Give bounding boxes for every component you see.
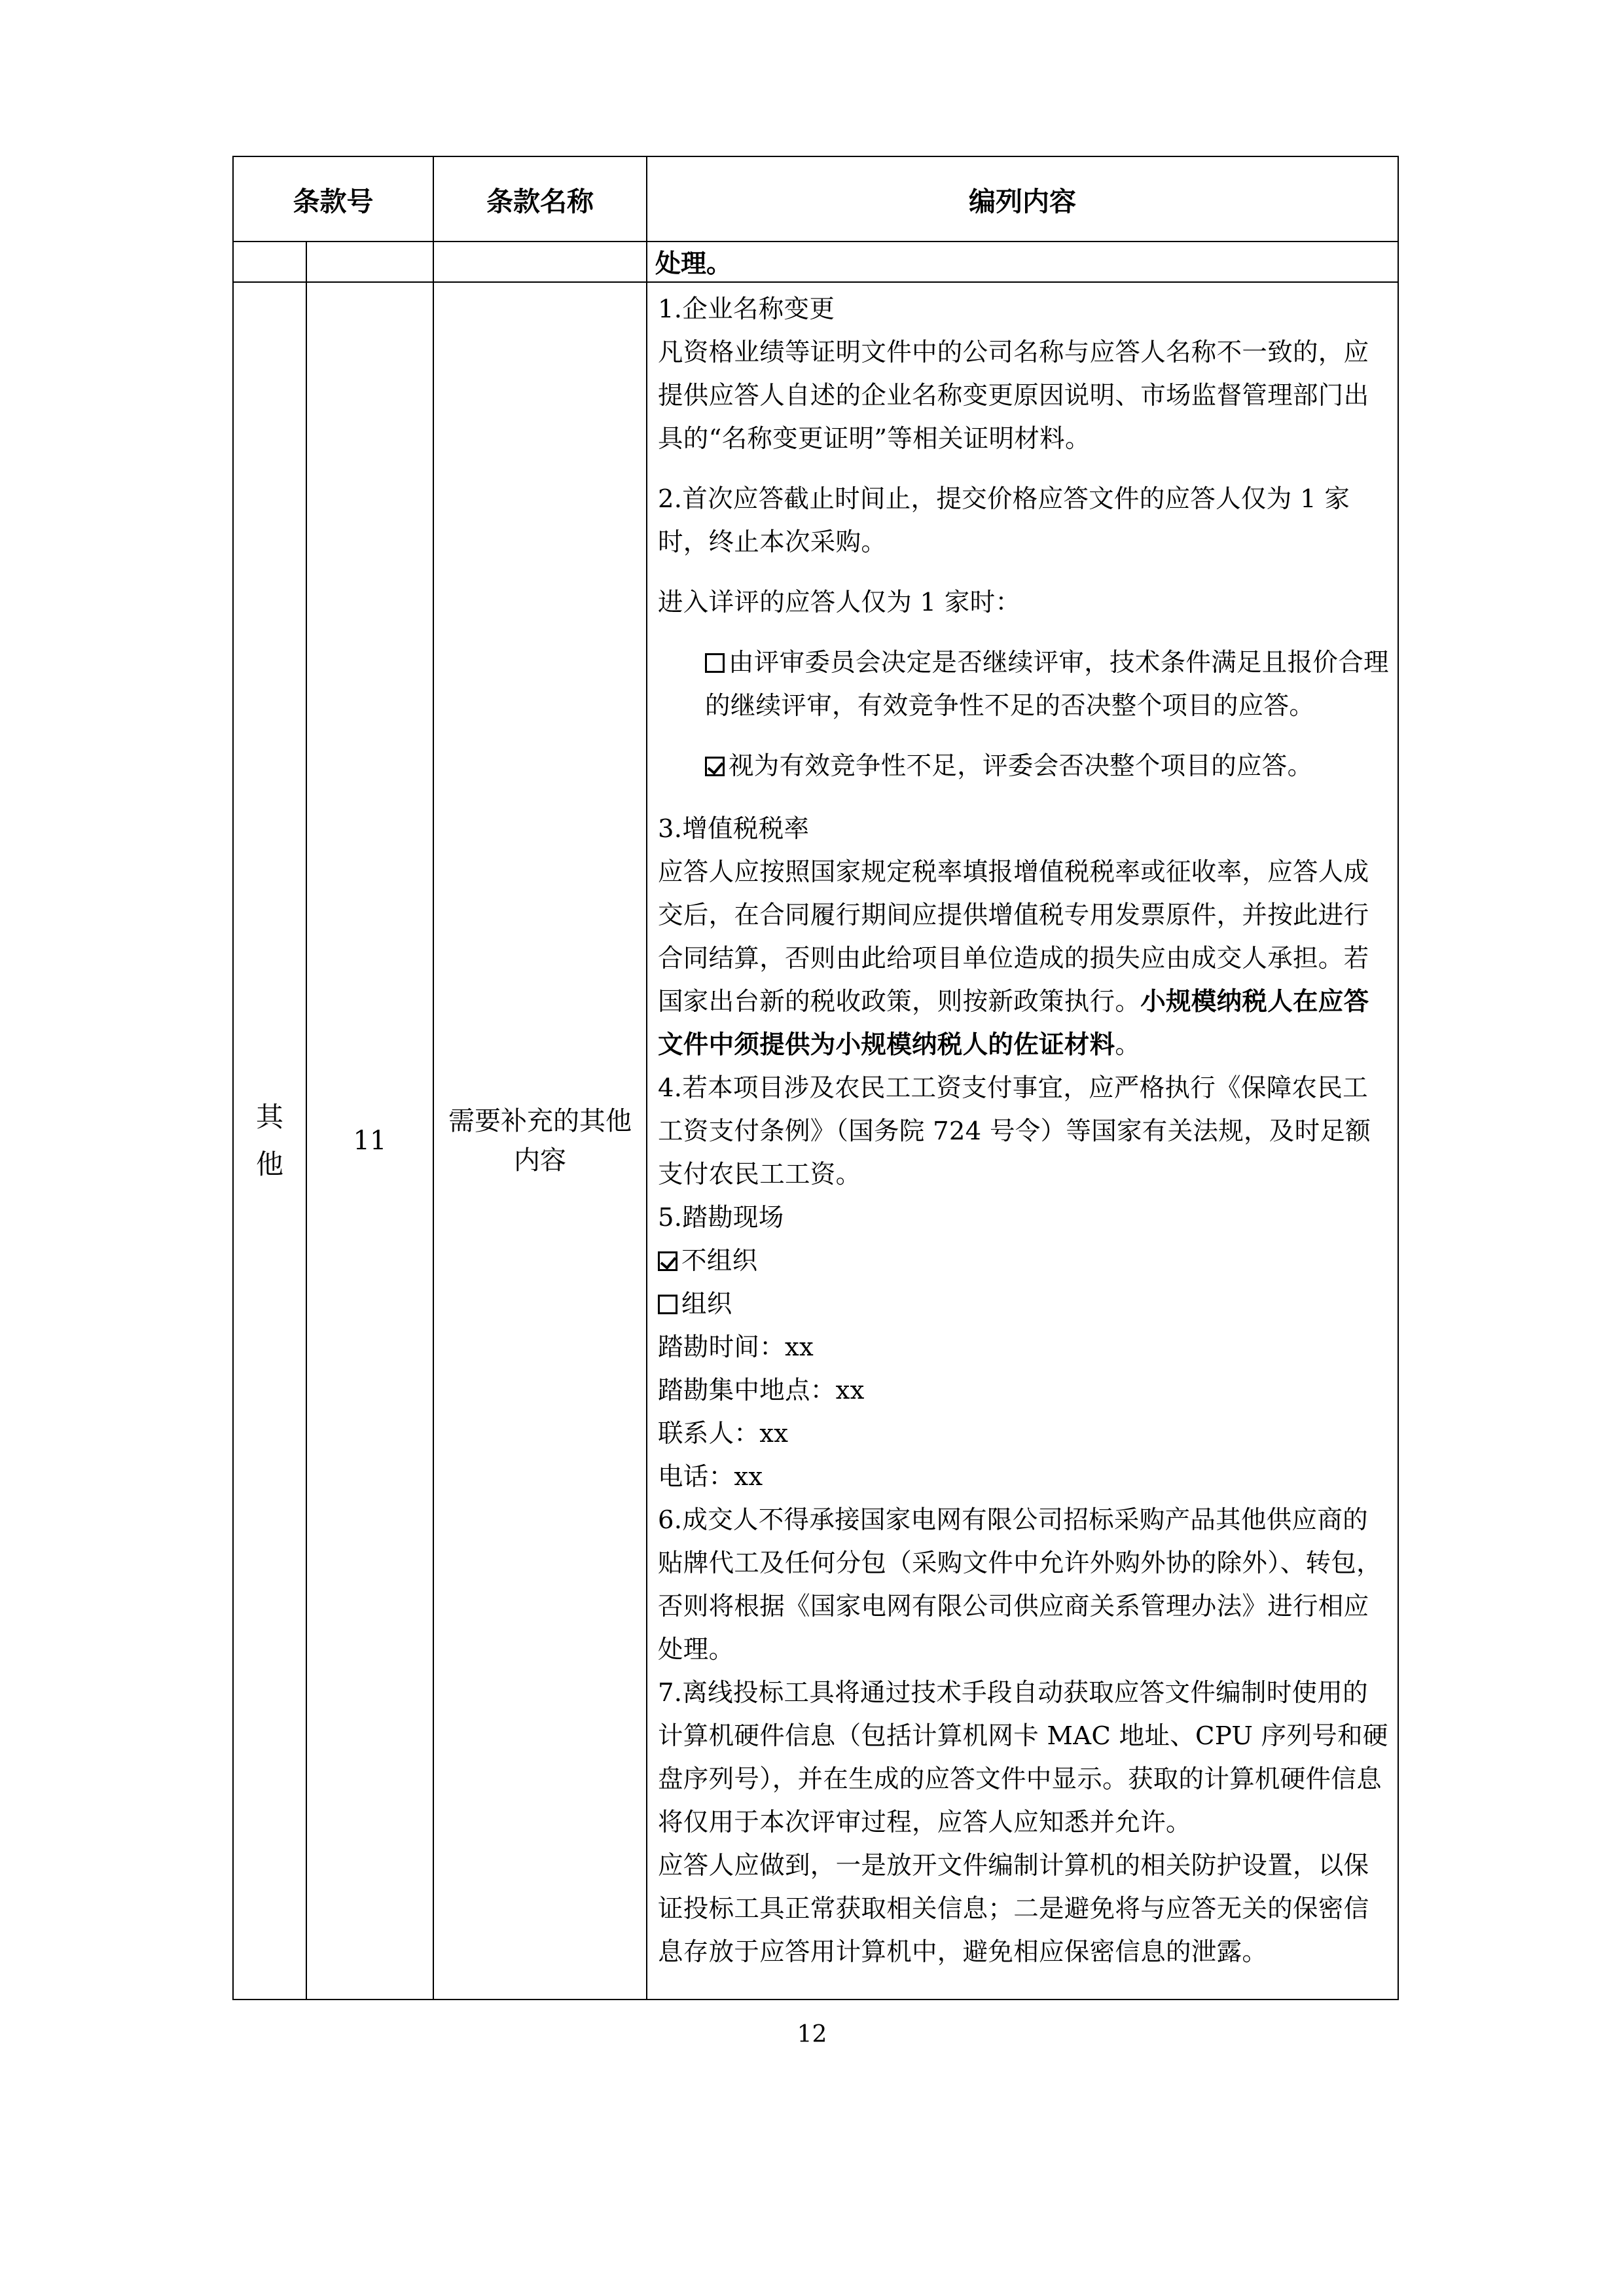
option-no-survey	[658, 1240, 1391, 1283]
option-label: 视为有效竞争性不足，评委会否决整个项目的应答。	[729, 751, 1313, 781]
section-2-sub: 进入详评的应答人仅为 1 家时：	[658, 588, 1021, 617]
category-char: 他	[255, 1148, 283, 1180]
option-survey	[658, 1283, 1391, 1326]
category-char: 其	[255, 1101, 283, 1133]
section-2-body: 2.首次应答截止时间止，提交价格应答文件的应答人仅为 1 家时，终止本次采购。	[658, 484, 1350, 557]
clause-content	[647, 282, 1398, 2000]
header-content: 编列内容	[647, 156, 1398, 242]
checkbox-checked-icon[interactable]	[705, 757, 725, 776]
header-clause-no: 条款号	[233, 156, 433, 242]
option-label: 组织	[681, 1289, 732, 1319]
option-label: 由评审委员会决定是否继续评审，技术条件满足且报价合理的继续评审，有效竞争性不足的否决整个项目的应答。	[705, 648, 1389, 721]
section-3-title: 3.增值税税率	[658, 814, 810, 844]
header-clause-name: 条款名称	[433, 156, 647, 242]
section-3-bold-text: 小规模纳税人在应答文件中须提供为小规模纳税人的佐证材料	[658, 987, 1369, 1060]
option-continue-review	[658, 641, 1391, 728]
continued-text: 处理。	[647, 242, 1398, 282]
continued-row	[233, 242, 1398, 282]
table-header-row	[233, 156, 1398, 242]
section-3-body	[658, 851, 1391, 1067]
survey-contact: 联系人：xx	[658, 1419, 789, 1448]
clause-number: 11	[306, 282, 433, 2000]
option-reject-all	[658, 745, 1391, 788]
checkbox-checked-icon[interactable]	[658, 1251, 677, 1271]
section-1-title: 1.企业名称变更	[658, 295, 835, 324]
section-6-body: 6.成交人不得承接国家电网有限公司招标采购产品其他供应商的贴牌代工及任何分包（采购文件中允许外购外协的除外）、转包，否则将根据《国家电网有限公司供应商关系管理办法》进行相应处理。	[658, 1505, 1382, 1664]
empty-cell	[433, 242, 647, 282]
section-1-body: 凡资格业绩等证明文件中的公司名称与应答人名称不一致的，应提供应答人自述的企业名称变更原因说明、市场监督管理部门出具的“名称变更证明”等相关证明材料。	[658, 338, 1369, 454]
empty-cell	[233, 242, 306, 282]
clause-name: 需要补充的其他内容	[433, 282, 647, 2000]
category-cell	[233, 282, 306, 2000]
survey-time: 踏勘时间：xx	[658, 1333, 814, 1362]
table-row	[233, 282, 1398, 2000]
section-7-body-2: 应答人应做到，一是放开文件编制计算机的相关防护设置，以保证投标工具正常获取相关信息；二是避免将与应答无关的保密信息存放于应答用计算机中，避免相应保密信息的泄露。	[658, 1851, 1369, 1967]
section-5-title: 5.踏勘现场	[658, 1203, 784, 1232]
survey-phone: 电话：xx	[658, 1462, 763, 1492]
survey-place: 踏勘集中地点：xx	[658, 1376, 865, 1405]
checkbox-unchecked-icon[interactable]	[705, 653, 725, 673]
empty-cell	[306, 242, 433, 282]
checkbox-unchecked-icon[interactable]	[658, 1295, 677, 1314]
section-3-end: 。	[1115, 1030, 1141, 1060]
document-page	[232, 156, 1398, 2016]
section-7-body: 7.离线投标工具将通过技术手段自动获取应答文件编制时使用的计算机硬件信息（包括计算机网卡 MAC 地址、CPU 序列号和硬盘序列号），并在生成的应答文件中显示。获取的计算机硬件信息将仅用于本次评审过程，应答人应知悉并允许。	[658, 1678, 1388, 1837]
clause-table	[232, 156, 1399, 2000]
page-number: 12	[797, 2021, 827, 2048]
option-label: 不组织	[681, 1246, 758, 1276]
section-3-text: 应答人应按照国家规定税率填报增值税税率或征收率，应答人成交后，在合同履行期间应提供增值税专用发票原件，并按此进行合同结算，否则由此给项目单位造成的损失应由成交人承担。若国家出台新的税收政策，则按新政策执行。	[658, 857, 1369, 1016]
section-4-body: 4.若本项目涉及农民工工资支付事宜，应严格执行《保障农民工工资支付条例》（国务院 724 号令）等国家有关法规，及时足额支付农民工工资。	[658, 1073, 1371, 1189]
